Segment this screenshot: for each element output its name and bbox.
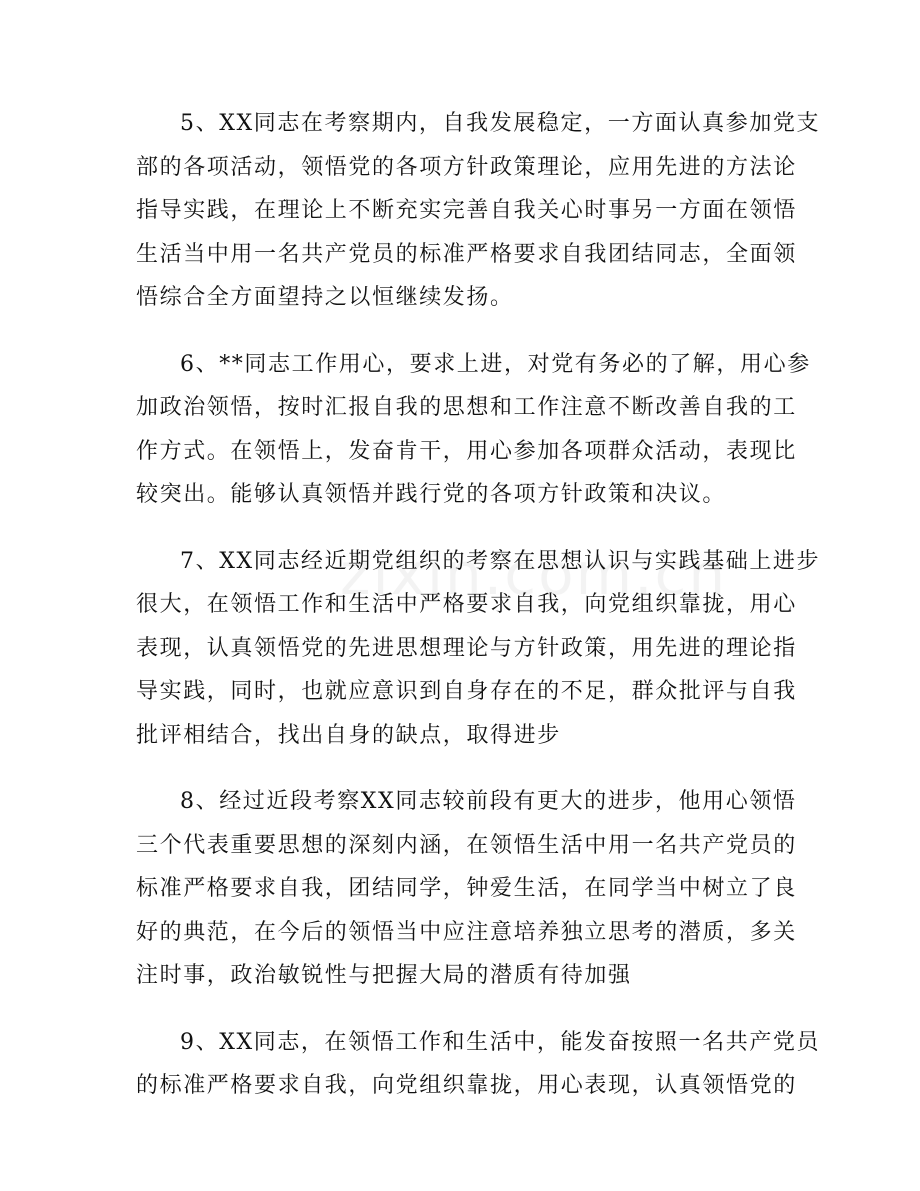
text-line: 好的典范，在今后的领悟当中应注意培养独立思考的潜质，多关 bbox=[136, 919, 797, 945]
text-line: 三个代表重要思想的深刻内涵，在领悟生活中用一名共产党员的 bbox=[136, 832, 797, 858]
paragraph-6 bbox=[136, 343, 811, 517]
text-line: 注时事，政治敏锐性与把握大局的潜质有待加强 bbox=[136, 963, 632, 988]
text-line: 指导实践，在理论上不断充实完善自我关心时事另一方面在领悟 bbox=[136, 198, 797, 223]
text-line: 导实践，同时，也就应意识到自身存在的不足，群众批评与自我 bbox=[136, 679, 797, 704]
text-line: 6、**同志工作用心，要求上进，对党有务必的了解，用心参 bbox=[180, 351, 811, 377]
text-line: 悟综合全方面望持之以恒继续发扬。 bbox=[136, 285, 514, 310]
document-body bbox=[136, 102, 821, 1131]
text-line: 批评相结合，找出自身的缺点，取得进步 bbox=[136, 722, 561, 748]
text-line: 生活当中用一名共产党员的标准严格要求自我团结同志，全面领 bbox=[136, 241, 797, 267]
text-line: 很大，在领悟工作和生活中严格要求自我，向党组织靠拢，用心 bbox=[136, 592, 797, 617]
text-line: 较突出。能够认真领悟并践行党的各项方针政策和决议。 bbox=[136, 482, 727, 507]
text-line: 8、经过近段考察XX同志较前段有更大的进步，他用心领悟 bbox=[180, 789, 797, 814]
text-line: 标准严格要求自我，团结同学，钟爱生活，在同学当中树立了良 bbox=[136, 876, 797, 901]
text-line: 表现，认真领悟党的先进思想理论与方针政策，用先进的理论指 bbox=[136, 635, 797, 661]
text-line: 部的各项活动，领悟党的各项方针政策理论，应用先进的方法论 bbox=[136, 154, 797, 180]
text-line: 作方式。在领悟上，发奋肯干，用心参加各项群众活动，表现比 bbox=[136, 438, 797, 464]
paragraph-7 bbox=[136, 540, 821, 758]
text-line: 7、XX同志经近期党组织的考察在思想认识与实践基础上进步 bbox=[180, 548, 821, 574]
paragraph-8 bbox=[136, 780, 797, 998]
paragraph-9 bbox=[136, 1021, 821, 1108]
paragraph-5 bbox=[136, 102, 821, 320]
text-line: 5、XX同志在考察期内，自我发展稳定，一方面认真参加党支 bbox=[180, 111, 821, 136]
text-line: 加政治领悟，按时汇报自我的思想和工作注意不断改善自我的工 bbox=[136, 395, 797, 420]
text-line: 的标准严格要求自我，向党组织靠拢，用心表现，认真领悟党的 bbox=[136, 1073, 797, 1098]
text-line: 9、XX同志，在领悟工作和生活中，能发奋按照一名共产党员 bbox=[180, 1029, 821, 1055]
